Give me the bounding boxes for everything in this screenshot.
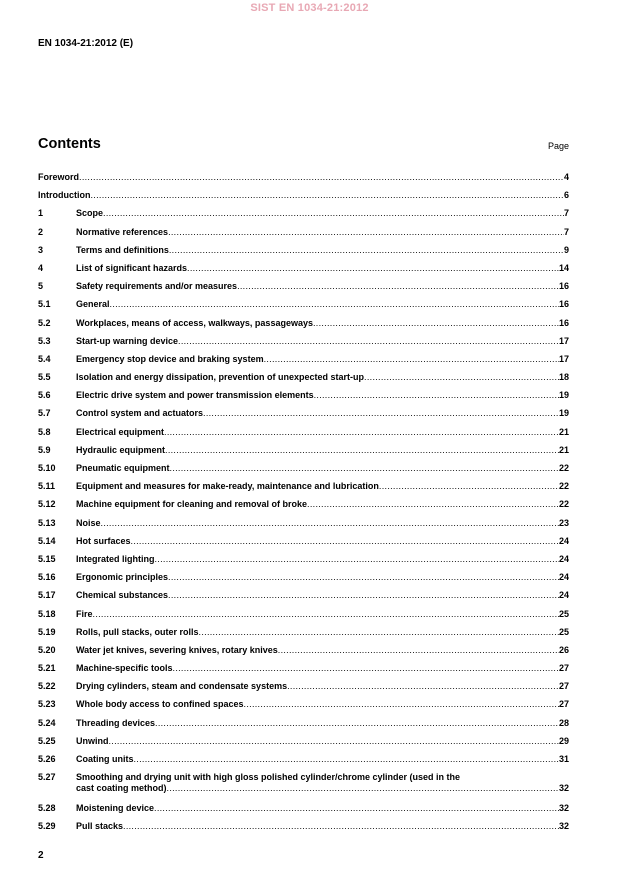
dot-leader xyxy=(134,754,559,765)
dot-leader xyxy=(109,736,559,747)
toc-entry[interactable] xyxy=(38,299,569,317)
toc-entry-number: 5.11 xyxy=(38,481,56,492)
toc-entry-title: Hydraulic equipment xyxy=(76,444,166,455)
dot-leader xyxy=(154,803,559,814)
toc-entry-title: Drying cylinders, steam and condensate systems xyxy=(76,681,288,692)
toc-entry-number: 2 xyxy=(38,226,44,237)
toc-entry-page: 25 xyxy=(558,626,569,637)
toc-entry[interactable] xyxy=(38,821,569,839)
toc-entry[interactable] xyxy=(38,445,569,463)
toc-entry[interactable] xyxy=(38,372,569,390)
toc-entry-number: 5.19 xyxy=(38,626,56,637)
toc-entry-title: Emergency stop device and braking system xyxy=(76,353,264,364)
toc-entry-title: Whole body access to confined spaces xyxy=(76,699,244,710)
dot-leader xyxy=(178,336,559,347)
toc-entry-page: 9 xyxy=(563,244,569,255)
toc-entry-page: 17 xyxy=(558,353,569,364)
watermark: SIST EN 1034-21:2012 xyxy=(250,2,369,14)
toc-entry-page: 7 xyxy=(563,208,569,219)
toc-entry-number: 5.5 xyxy=(38,372,51,383)
toc-entry[interactable] xyxy=(38,390,569,408)
toc-entry[interactable] xyxy=(38,803,569,821)
toc-entry-page: 23 xyxy=(558,517,569,528)
toc-entry-title: General xyxy=(76,299,110,310)
dot-leader xyxy=(164,427,559,438)
dot-leader xyxy=(91,190,564,201)
toc-entry-page: 6 xyxy=(563,190,569,201)
toc-entry-title: Electrical equipment xyxy=(76,426,165,437)
toc-entry-number: 5.22 xyxy=(38,681,56,692)
dot-leader xyxy=(287,681,559,692)
toc-entry[interactable] xyxy=(38,172,569,190)
toc-entry-number: 5.8 xyxy=(38,426,51,437)
toc-entry-number: 5.12 xyxy=(38,499,56,510)
dot-leader xyxy=(169,245,564,256)
toc-entry-title: Rolls, pull stacks, outer rolls xyxy=(76,626,199,637)
dot-leader xyxy=(170,463,559,474)
toc-entry-page: 7 xyxy=(563,226,569,237)
dot-leader xyxy=(173,663,559,674)
toc-entry[interactable] xyxy=(38,754,569,772)
toc-entry-number: 5.20 xyxy=(38,644,56,655)
toc-entry-title: Coating units xyxy=(76,754,134,764)
toc-entry[interactable] xyxy=(38,699,569,717)
toc-entry[interactable] xyxy=(38,736,569,754)
toc-entry[interactable] xyxy=(38,681,569,699)
dot-leader xyxy=(199,627,559,638)
dot-leader xyxy=(103,208,564,219)
dot-leader xyxy=(168,590,559,601)
toc-entry-number: 1 xyxy=(38,208,44,219)
toc-entry-page: 16 xyxy=(558,317,569,328)
toc-entry-title: Fire xyxy=(76,608,93,619)
toc-entry-title: Workplaces, means of access, walkways, passageways xyxy=(76,317,313,328)
toc-entry-page: 24 xyxy=(558,590,569,601)
toc-entry-number: 5.3 xyxy=(38,335,51,346)
toc-entry-title: Foreword xyxy=(38,172,80,182)
toc-entry[interactable] xyxy=(38,190,569,208)
toc-entry-number: 5.21 xyxy=(38,663,56,674)
toc-entry-page: 16 xyxy=(558,281,569,292)
document-id-header: EN 1034-21:2012 (E) xyxy=(38,38,134,49)
toc-entry-number: 5.9 xyxy=(38,444,51,455)
toc-entry-title: Smoothing and drying unit with high gloss polished cylinder/chrome cylinder (used in the xyxy=(76,772,461,783)
toc-entry-number: 5.7 xyxy=(38,408,51,419)
toc-entry-title: List of significant hazards xyxy=(76,262,188,273)
dot-leader xyxy=(131,536,559,547)
dot-leader xyxy=(101,518,559,529)
toc-entry-number: 5.23 xyxy=(38,699,56,710)
dot-leader xyxy=(93,609,559,620)
toc-entry[interactable] xyxy=(38,208,569,226)
dot-leader xyxy=(110,299,559,310)
toc-entry-page: 24 xyxy=(558,572,569,583)
toc-entry-number: 5.26 xyxy=(38,754,56,764)
toc-entry[interactable] xyxy=(38,463,569,481)
toc-entry-title: Threading devices xyxy=(76,717,156,728)
dot-leader xyxy=(278,645,559,656)
toc-entry[interactable] xyxy=(38,227,569,245)
toc-entry-title: Machine equipment for cleaning and removal of broke xyxy=(76,499,308,510)
toc-entry-number: 5.15 xyxy=(38,553,56,564)
toc-entry-page: 31 xyxy=(558,754,569,764)
contents-heading: Contents xyxy=(38,136,101,152)
toc-entry[interactable] xyxy=(38,481,569,499)
dot-leader xyxy=(187,263,559,274)
toc-entry-title: Unwind xyxy=(76,735,109,746)
toc-entry-page: 28 xyxy=(558,717,569,728)
toc-entry[interactable] xyxy=(38,354,569,372)
toc-entry[interactable] xyxy=(38,645,569,663)
toc-entry[interactable] xyxy=(38,499,569,517)
toc-entry-title: Control system and actuators xyxy=(76,408,204,419)
toc-entry-number: 5.17 xyxy=(38,590,56,601)
toc-entry-number: 5.24 xyxy=(38,717,56,728)
toc-entry-title: Pull stacks xyxy=(76,820,124,831)
toc-entry-page: 4 xyxy=(563,172,569,182)
toc-entry-page: 32 xyxy=(558,820,569,831)
toc-entry-title: Water jet knives, severing knives, rotary knives xyxy=(76,644,278,655)
toc-entry-page: 32 xyxy=(558,802,569,813)
dot-leader xyxy=(165,445,559,456)
toc-entry-number: 5 xyxy=(38,281,44,292)
page-number: 2 xyxy=(38,850,44,861)
dot-leader xyxy=(314,390,559,401)
dot-leader xyxy=(264,354,559,365)
toc-entry-page: 27 xyxy=(558,663,569,674)
toc-entry-title: Machine-specific tools xyxy=(76,663,173,674)
toc-entry-number: 5.27 xyxy=(38,772,56,783)
toc-entry-title: Moistening device xyxy=(76,802,155,813)
dot-leader xyxy=(168,572,559,583)
toc-entry[interactable] xyxy=(38,609,569,627)
dot-leader xyxy=(364,372,559,383)
toc-entry[interactable] xyxy=(38,408,569,426)
toc-entry-page: 24 xyxy=(558,553,569,564)
toc-entry-title: Noise xyxy=(76,517,101,528)
toc-entry-title: Electric drive system and power transmission elements xyxy=(76,390,314,401)
dot-leader xyxy=(313,318,559,329)
toc-entry[interactable] xyxy=(38,590,569,608)
toc-entry-title: Equipment and measures for make-ready, maintenance and lubrication xyxy=(76,481,379,492)
toc-entry-number: 5.28 xyxy=(38,802,56,813)
toc-entry-page: 29 xyxy=(558,735,569,746)
toc-entry-number: 5.6 xyxy=(38,390,51,401)
toc-entry-number: 5.18 xyxy=(38,608,56,619)
table-of-contents xyxy=(38,172,569,839)
toc-entry-page: 25 xyxy=(558,608,569,619)
toc-entry-page: 27 xyxy=(558,681,569,692)
toc-entry-page: 27 xyxy=(558,699,569,710)
toc-entry[interactable] xyxy=(38,336,569,354)
toc-entry-title: Terms and definitions xyxy=(76,244,169,255)
dot-leader xyxy=(203,408,559,419)
toc-entry[interactable] xyxy=(38,518,569,536)
dot-leader xyxy=(155,718,559,729)
toc-entry[interactable] xyxy=(38,263,569,281)
toc-entry[interactable] xyxy=(38,318,569,336)
toc-entry-number: 5.25 xyxy=(38,735,56,746)
toc-entry[interactable] xyxy=(38,572,569,590)
toc-entry-page: 22 xyxy=(558,463,569,473)
toc-entry[interactable] xyxy=(38,281,569,299)
dot-leader xyxy=(155,554,559,565)
dot-leader xyxy=(244,699,559,710)
toc-entry[interactable] xyxy=(38,554,569,572)
toc-entry-title: Hot surfaces xyxy=(76,535,131,546)
toc-entry-number: 5.29 xyxy=(38,820,56,831)
toc-entry-title: Start-up warning device xyxy=(76,335,179,346)
toc-entry[interactable] xyxy=(38,663,569,681)
toc-entry-number: 5.2 xyxy=(38,317,51,328)
dot-leader xyxy=(167,783,559,794)
toc-entry-page: 21 xyxy=(558,444,569,455)
toc-entry-title-continued: cast coating method) xyxy=(76,783,167,794)
toc-entry-page: 19 xyxy=(558,390,569,401)
dot-leader xyxy=(79,172,564,183)
toc-entry-title: Chemical substances xyxy=(76,590,169,601)
toc-entry[interactable] xyxy=(38,245,569,263)
toc-entry-title: Ergonomic principles xyxy=(76,572,169,583)
toc-entry-page: 22 xyxy=(558,499,569,510)
toc-entry-number: 4 xyxy=(38,262,44,273)
toc-entry[interactable] xyxy=(38,772,569,796)
toc-entry-page: 21 xyxy=(558,426,569,437)
toc-entry[interactable] xyxy=(38,427,569,445)
toc-entry[interactable] xyxy=(38,627,569,645)
toc-entry-page: 22 xyxy=(558,481,569,492)
toc-entry-number: 5.1 xyxy=(38,299,51,310)
toc-entry-number: 5.16 xyxy=(38,572,56,583)
dot-leader xyxy=(237,281,559,292)
toc-entry-number: 5.14 xyxy=(38,535,56,546)
toc-entry-number: 3 xyxy=(38,244,44,255)
toc-entry-title: Safety requirements and/or measures xyxy=(76,281,238,292)
toc-entry-page: 19 xyxy=(558,408,569,419)
toc-entry[interactable] xyxy=(38,536,569,554)
toc-entry-title: Integrated lighting xyxy=(76,553,155,564)
toc-entry-page: 26 xyxy=(558,644,569,655)
toc-entry-title: Introduction xyxy=(38,190,91,201)
toc-entry[interactable] xyxy=(38,718,569,736)
toc-entry-number: 5.10 xyxy=(38,463,56,473)
page-column-label: Page xyxy=(547,141,569,151)
toc-entry-title: Scope xyxy=(76,208,104,219)
toc-entry-page: 32 xyxy=(558,783,569,794)
toc-entry-number: 5.4 xyxy=(38,353,51,364)
dot-leader xyxy=(379,481,559,492)
toc-entry-title: Normative references xyxy=(76,226,169,237)
toc-entry-page: 17 xyxy=(558,335,569,346)
dot-leader xyxy=(168,227,564,238)
dot-leader xyxy=(307,499,559,510)
toc-entry-page: 24 xyxy=(558,535,569,546)
toc-entry-title: Pneumatic equipment xyxy=(76,463,170,473)
toc-entry-page: 18 xyxy=(558,372,569,383)
toc-entry-page: 16 xyxy=(558,299,569,310)
toc-entry-page: 14 xyxy=(558,262,569,273)
toc-entry-title: Isolation and energy dissipation, prevention of unexpected start-up xyxy=(76,372,365,383)
dot-leader xyxy=(123,821,559,832)
toc-entry-number: 5.13 xyxy=(38,517,56,528)
